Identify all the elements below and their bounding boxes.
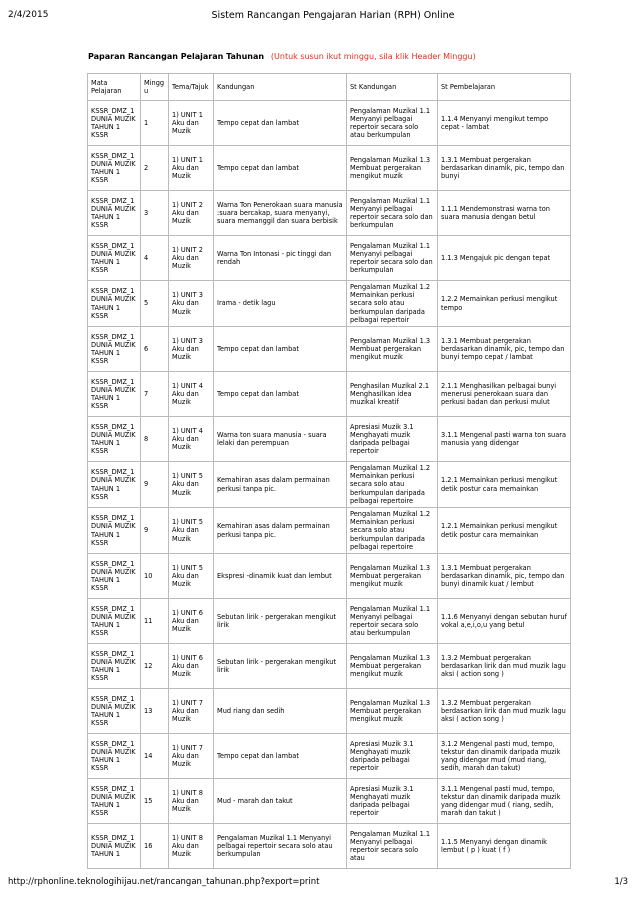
st-pembelajaran-cell: 3.1.1 Mengenal pasti warna ton suara manusia yang didengar — [438, 417, 571, 462]
tema-tajuk-cell: 1) UNIT 2 Aku dan Muzik — [169, 191, 214, 236]
st-kandungan-cell: Pengalaman Muzikal 1.1 Menyanyi pelbagai repertoir secara solo atau berkumpulan — [347, 599, 438, 644]
minggu-cell: 9 — [141, 462, 169, 508]
minggu-cell: 6 — [141, 327, 169, 372]
st-pembelajaran-cell: 1.1.6 Menyanyi dengan sebutan huruf vokal a,e,i,o,u yang betul — [438, 599, 571, 644]
mata-pelajaran-cell: KSSR_DMZ_1 DUNIA MUZIK TAHUN 1 KSSR — [88, 372, 141, 417]
mata-pelajaran-cell: KSSR_DMZ_1 DUNIA MUZIK TAHUN 1 KSSR — [88, 327, 141, 372]
mata-pelajaran-cell: KSSR_DMZ_1 DUNIA MUZIK TAHUN 1 KSSR — [88, 281, 141, 327]
mata-pelajaran-cell: KSSR_DMZ_1 DUNIA MUZIK TAHUN 1 KSSR — [88, 554, 141, 599]
table-row — [88, 599, 571, 644]
kandungan-cell: Irama - detik lagu — [214, 281, 347, 327]
mata-pelajaran-cell: KSSR_DMZ_1 DUNIA MUZIK TAHUN 1 — [88, 824, 141, 869]
table-row — [88, 689, 571, 734]
table-header-row — [88, 74, 571, 101]
kandungan-cell: Warna Ton Intonasi - pic tinggi dan rendah — [214, 236, 347, 281]
mata-pelajaran-cell: KSSR_DMZ_1 DUNIA MUZIK TAHUN 1 KSSR — [88, 508, 141, 554]
kandungan-cell: Warna ton suara manusia - suara lelaki dan perempuan — [214, 417, 347, 462]
kandungan-cell: Warna Ton Penerokaan suara manusia :suara bercakap, suara menyanyi, suara memanggil dan suara berbisik — [214, 191, 347, 236]
column-header-minggu[interactable] — [141, 74, 169, 101]
minggu-cell: 5 — [141, 281, 169, 327]
table-row — [88, 554, 571, 599]
st-kandungan-cell: Pengalaman Muzikal 1.1 Menyanyi pelbagai repertoir secara solo dan berkumpulan — [347, 236, 438, 281]
st-kandungan-cell: Pengalaman Muzikal 1.1 Menyanyi pelbagai repertoir secara solo dan berkumpulan — [347, 191, 438, 236]
st-kandungan-cell: Pengalaman Muzikal 1.3 Membuat pergerakan mengikut muzik — [347, 327, 438, 372]
kandungan-cell: Mud - marah dan takut — [214, 779, 347, 824]
table-row — [88, 191, 571, 236]
tema-tajuk-cell: 1) UNIT 3 Aku dan Muzik — [169, 327, 214, 372]
minggu-cell: 14 — [141, 734, 169, 779]
column-header-tema-tajuk: Tema/Tajuk — [169, 74, 214, 101]
table-body — [88, 101, 571, 869]
st-pembelajaran-cell: 1.3.1 Membuat pergerakan berdasarkan dinamik, pic, tempo dan bunyi — [438, 146, 571, 191]
kandungan-cell: Tempo cepat dan lambat — [214, 101, 347, 146]
tema-tajuk-cell: 1) UNIT 1 Aku dan Muzik — [169, 146, 214, 191]
kandungan-cell: Tempo cepat dan lambat — [214, 734, 347, 779]
minggu-cell: 11 — [141, 599, 169, 644]
table-row — [88, 644, 571, 689]
st-kandungan-cell: Apresiasi Muzik 3.1 Menghayati muzik daripada pelbagai repertoir — [347, 779, 438, 824]
st-pembelajaran-cell: 2.1.1 Menghasilkan pelbagai bunyi menerusi penerokaan suara dan perkusi badan dan perkusi mulut — [438, 372, 571, 417]
tema-tajuk-cell: 1) UNIT 4 Aku dan Muzik — [169, 372, 214, 417]
table-row — [88, 417, 571, 462]
st-kandungan-cell: Apresiasi Muzik 3.1 Menghayati muzik daripada pelbagai repertoir — [347, 417, 438, 462]
st-pembelajaran-cell: 1.2.2 Memainkan perkusi mengikut tempo — [438, 281, 571, 327]
st-kandungan-cell: Pengalaman Muzikal 1.2 Memainkan perkusi secara solo atau berkumpulan daripada pelbagai repertoire — [347, 462, 438, 508]
tema-tajuk-cell: 1) UNIT 5 Aku dan Muzik — [169, 462, 214, 508]
column-header-st-kandungan: St Kandungan — [347, 74, 438, 101]
minggu-cell: 2 — [141, 146, 169, 191]
tema-tajuk-cell: 1) UNIT 2 Aku dan Muzik — [169, 236, 214, 281]
st-pembelajaran-cell: 1.1.1 Mendemonstrasi warna ton suara manusia dengan betul — [438, 191, 571, 236]
kandungan-cell: Sebutan lirik - pergerakan mengikut lirik — [214, 599, 347, 644]
table-row — [88, 281, 571, 327]
mata-pelajaran-cell: KSSR_DMZ_1 DUNIA MUZIK TAHUN 1 KSSR — [88, 462, 141, 508]
minggu-cell: 1 — [141, 101, 169, 146]
minggu-cell: 15 — [141, 779, 169, 824]
footer-page-number: 1/3 — [614, 877, 628, 887]
st-pembelajaran-cell: 1.2.1 Memainkan perkusi mengikut detik postur cara memainkan — [438, 462, 571, 508]
kandungan-cell: Sebutan lirik - pergerakan mengikut lirik — [214, 644, 347, 689]
heading-note: (Untuk susun ikut minggu, sila klik Header Minggu) — [270, 52, 476, 61]
print-date: 2/4/2015 — [8, 10, 49, 20]
heading-title: Paparan Rancangan Pelajaran Tahunan — [88, 52, 265, 61]
minggu-cell: 16 — [141, 824, 169, 869]
st-kandungan-cell: Pengalaman Muzikal 1.3 Membuat pergerakan mengikut muzik — [347, 689, 438, 734]
tema-tajuk-cell: 1) UNIT 6 Aku dan Muzik — [169, 644, 214, 689]
kandungan-cell: Tempo cepat dan lambat — [214, 327, 347, 372]
tema-tajuk-cell: 1) UNIT 7 Aku dan Muzik — [169, 734, 214, 779]
tema-tajuk-cell: 1) UNIT 5 Aku dan Muzik — [169, 508, 214, 554]
mata-pelajaran-cell: KSSR_DMZ_1 DUNIA MUZIK TAHUN 1 KSSR — [88, 101, 141, 146]
minggu-cell: 3 — [141, 191, 169, 236]
minggu-cell: 12 — [141, 644, 169, 689]
st-kandungan-cell: Pengalaman Muzikal 1.2 Memainkan perkusi secara solo atau berkumpulan daripada pelbagai repertoire — [347, 508, 438, 554]
column-header-kandungan: Kandungan — [214, 74, 347, 101]
mata-pelajaran-cell: KSSR_DMZ_1 DUNIA MUZIK TAHUN 1 KSSR — [88, 734, 141, 779]
st-pembelajaran-cell: 1.1.4 Menyanyi mengikut tempo cepat - lambat — [438, 101, 571, 146]
mata-pelajaran-cell: KSSR_DMZ_1 DUNIA MUZIK TAHUN 1 KSSR — [88, 191, 141, 236]
sort-by-minggu-link[interactable]: Minggu — [144, 78, 165, 95]
minggu-cell: 10 — [141, 554, 169, 599]
mata-pelajaran-cell: KSSR_DMZ_1 DUNIA MUZIK TAHUN 1 KSSR — [88, 417, 141, 462]
st-pembelajaran-cell: 1.3.1 Membuat pergerakan berdasarkan dinamik, pic, tempo dan bunyi tempo cepat / lambat — [438, 327, 571, 372]
tema-tajuk-cell: 1) UNIT 8 Aku dan Muzik — [169, 824, 214, 869]
st-kandungan-cell: Pengalaman Muzikal 1.3 Membuat pergerakan mengikut muzik — [347, 146, 438, 191]
table-row — [88, 372, 571, 417]
minggu-cell: 7 — [141, 372, 169, 417]
tema-tajuk-cell: 1) UNIT 8 Aku dan Muzik — [169, 779, 214, 824]
kandungan-cell: Kemahiran asas dalam permainan perkusi tanpa pic. — [214, 508, 347, 554]
kandungan-cell: Mud riang dan sedih — [214, 689, 347, 734]
kandungan-cell: Tempo cepat dan lambat — [214, 146, 347, 191]
table-row — [88, 236, 571, 281]
rancangan-table — [87, 73, 571, 869]
st-pembelajaran-cell: 1.1.5 Menyanyi dengan dinamik lembut ( p ) kuat ( f ) — [438, 824, 571, 869]
footer-url: http://rphonline.teknologihijau.net/rancangan_tahunan.php?export=print — [8, 877, 320, 887]
st-pembelajaran-cell: 1.1.3 Mengajuk pic dengan tepat — [438, 236, 571, 281]
mata-pelajaran-cell: KSSR_DMZ_1 DUNIA MUZIK TAHUN 1 KSSR — [88, 236, 141, 281]
mata-pelajaran-cell: KSSR_DMZ_1 DUNIA MUZIK TAHUN 1 KSSR — [88, 779, 141, 824]
table-row — [88, 101, 571, 146]
tema-tajuk-cell: 1) UNIT 4 Aku dan Muzik — [169, 417, 214, 462]
tema-tajuk-cell: 1) UNIT 6 Aku dan Muzik — [169, 599, 214, 644]
minggu-cell: 8 — [141, 417, 169, 462]
table-row — [88, 327, 571, 372]
kandungan-cell: Kemahiran asas dalam permainan perkusi tanpa pic. — [214, 462, 347, 508]
st-kandungan-cell: Pengalaman Muzikal 1.2 Memainkan perkusi secara solo atau berkumpulan daripada pelbagai repertoir — [347, 281, 438, 327]
mata-pelajaran-cell: KSSR_DMZ_1 DUNIA MUZIK TAHUN 1 KSSR — [88, 599, 141, 644]
table-row — [88, 462, 571, 508]
st-kandungan-cell: Pengalaman Muzikal 1.3 Membuat pergerakan mengikut muzik — [347, 644, 438, 689]
table-row — [88, 734, 571, 779]
table-row — [88, 508, 571, 554]
tema-tajuk-cell: 1) UNIT 7 Aku dan Muzik — [169, 689, 214, 734]
page-header-title: Sistem Rancangan Pengajaran Harian (RPH) Online — [211, 10, 455, 21]
st-pembelajaran-cell: 3.1.2 Mengenal pasti mud, tempo, tekstur dan dinamik daripada muzik yang didengar mud (mud riang, sedih, marah dan takut) — [438, 734, 571, 779]
mata-pelajaran-cell: KSSR_DMZ_1 DUNIA MUZIK TAHUN 1 KSSR — [88, 146, 141, 191]
st-pembelajaran-cell: 1.2.1 Memainkan perkusi mengikut detik postur cara memainkan — [438, 508, 571, 554]
st-kandungan-cell: Pengalaman Muzikal 1.1 Menyanyi pelbagai repertoir secara solo atau berkumpulan — [347, 101, 438, 146]
st-pembelajaran-cell: 3.1.1 Mengenal pasti mud, tempo, tekstur dan dinamik daripada muzik yang didengar mud ( riang, sedih, marah dan takut ) — [438, 779, 571, 824]
minggu-cell: 9 — [141, 508, 169, 554]
kandungan-cell: Pengalaman Muzikal 1.1 Menyanyi pelbagai repertoir secara solo atau berkumpulan — [214, 824, 347, 869]
table-row — [88, 779, 571, 824]
st-kandungan-cell: Apresiasi Muzik 3.1 Menghayati muzik daripada pelbagai repertoir — [347, 734, 438, 779]
table-row — [88, 146, 571, 191]
minggu-cell: 4 — [141, 236, 169, 281]
column-header-st-pembelajaran: St Pembelajaran — [438, 74, 571, 101]
tema-tajuk-cell: 1) UNIT 5 Aku dan Muzik — [169, 554, 214, 599]
tema-tajuk-cell: 1) UNIT 3 Aku dan Muzik — [169, 281, 214, 327]
kandungan-cell: Ekspresi -dinamik kuat dan lembut — [214, 554, 347, 599]
st-kandungan-cell: Pengalaman Muzikal 1.1 Menyanyi pelbagai repertoir secara solo atau — [347, 824, 438, 869]
st-pembelajaran-cell: 1.3.2 Membuat pergerakan berdasarkan lirik dan mud muzik lagu aksi ( action song ) — [438, 689, 571, 734]
column-header-mata-pelajaran: Mata Pelajaran — [88, 74, 141, 101]
minggu-cell: 13 — [141, 689, 169, 734]
st-kandungan-cell: Pengalaman Muzikal 1.3 Membuat pergerakan mengikut muzik — [347, 554, 438, 599]
table-row — [88, 824, 571, 869]
kandungan-cell: Tempo cepat dan lambat — [214, 372, 347, 417]
st-pembelajaran-cell: 1.3.1 Membuat pergerakan berdasarkan dinamik, pic, tempo dan bunyi dinamik kuat / lembut — [438, 554, 571, 599]
mata-pelajaran-cell: KSSR_DMZ_1 DUNIA MUZIK TAHUN 1 KSSR — [88, 689, 141, 734]
st-kandungan-cell: Penghasilan Muzikal 2.1 Menghasilkan idea muzikal kreatif — [347, 372, 438, 417]
tema-tajuk-cell: 1) UNIT 1 Aku dan Muzik — [169, 101, 214, 146]
st-pembelajaran-cell: 1.3.2 Membuat pergerakan berdasarkan lirik dan mud muzik lagu aksi ( action song ) — [438, 644, 571, 689]
mata-pelajaran-cell: KSSR_DMZ_1 DUNIA MUZIK TAHUN 1 KSSR — [88, 644, 141, 689]
page-heading — [88, 52, 476, 61]
